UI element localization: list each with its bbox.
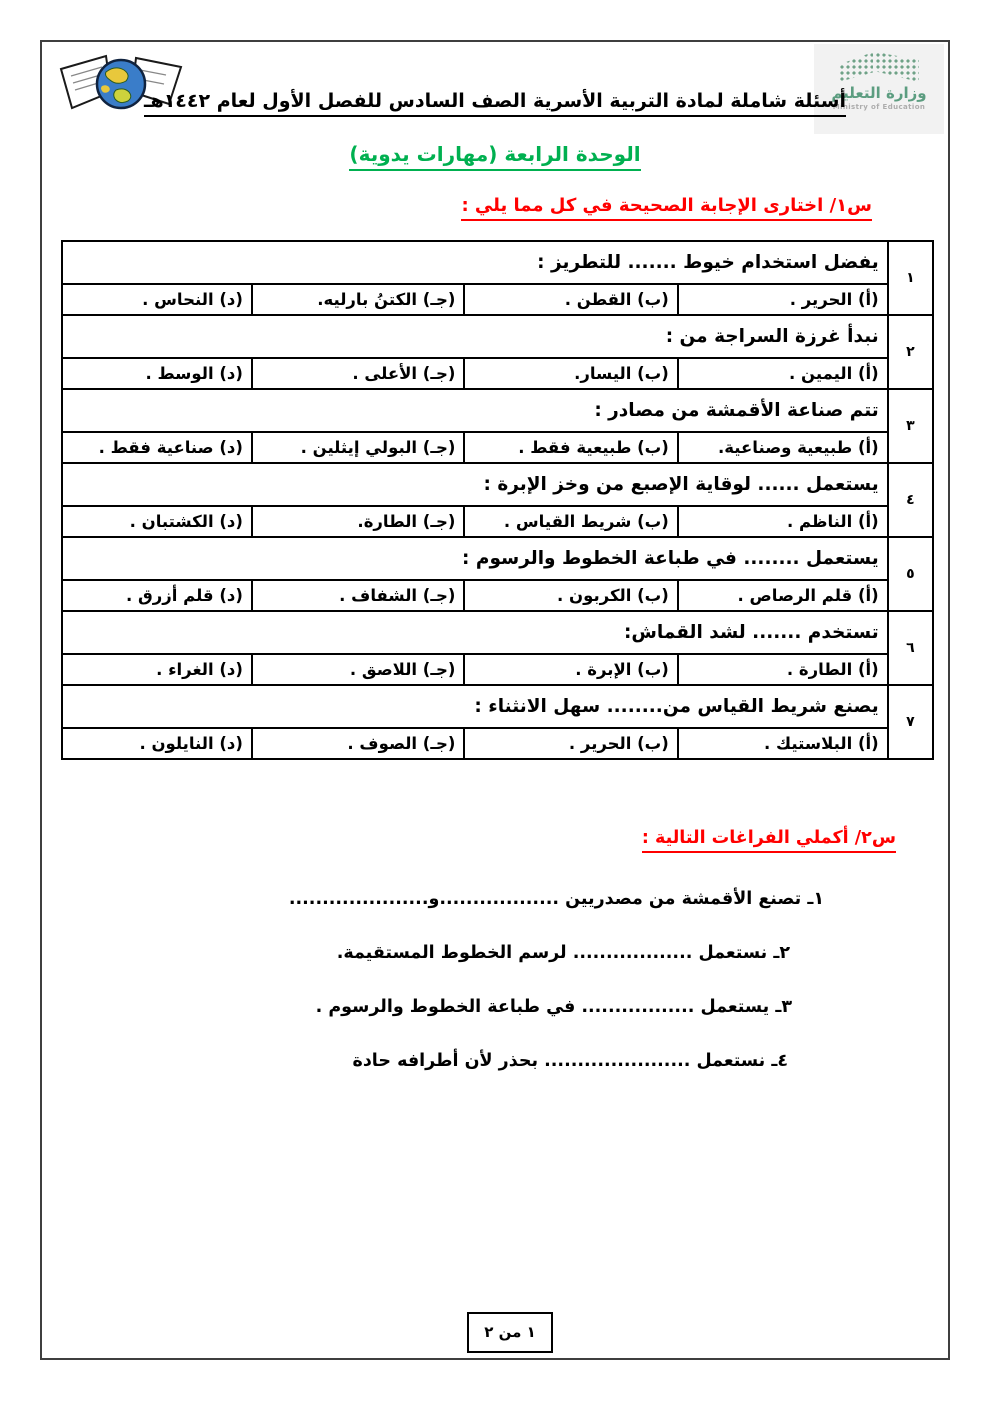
- option-cell-d: (د) النحاس .: [62, 284, 252, 315]
- option-cell-a: (أ) الطارة .: [678, 654, 888, 685]
- ministry-dots-emblem-icon: [835, 52, 923, 82]
- fill-blank-item-3: ٣ـ يستعمل ................. في طباعة الخطوط والرسوم .: [315, 997, 792, 1017]
- option-cell-j: (جـ) الأعلى .: [252, 358, 465, 389]
- option-cell-a: (أ) قلم الرصاص .: [678, 580, 888, 611]
- option-cell-j: (جـ) البولي إيثلين .: [252, 432, 465, 463]
- options-row: [62, 506, 933, 537]
- page-border-frame: [40, 40, 950, 1360]
- section1-heading: س١/ اختارى الإجابة الصحيحة في كل مما يلي :: [42, 195, 948, 221]
- questions-table: [61, 240, 934, 760]
- question-number: ٢: [888, 315, 933, 389]
- ministry-name-english: Ministry of Education: [832, 103, 926, 111]
- question-number: ٧: [888, 685, 933, 759]
- question-row: [62, 685, 933, 728]
- question-number: ١: [888, 241, 933, 315]
- question-row: [62, 611, 933, 654]
- option-cell-a: (أ) طبيعية وصناعية.: [678, 432, 888, 463]
- option-cell-j: (جـ) الطارة.: [252, 506, 465, 537]
- options-row: [62, 654, 933, 685]
- options-row: [62, 580, 933, 611]
- option-cell-a: (أ) البلاستيك .: [678, 728, 888, 759]
- question-number: ٣: [888, 389, 933, 463]
- option-cell-b: (ب) الحرير .: [464, 728, 677, 759]
- question-text: يستعمل ...... لوقاية الإصبع من وخز الإبرة :: [62, 463, 888, 506]
- option-cell-a: (أ) الحرير .: [678, 284, 888, 315]
- question-text: تتم صناعة الأقمشة من مصادر :: [62, 389, 888, 432]
- options-row: [62, 728, 933, 759]
- option-cell-j: (جـ) الشفاف .: [252, 580, 465, 611]
- question-text: نبدأ غرزة السراجة من :: [62, 315, 888, 358]
- option-cell-b: (ب) الكربون .: [464, 580, 677, 611]
- question-row: [62, 463, 933, 506]
- option-cell-b: (ب) اليسار.: [464, 358, 677, 389]
- unit-title: الوحدة الرابعة (مهارات يدوية): [42, 142, 948, 171]
- fill-blank-item-4: ٤ـ نستعمل ...................... بحذر لأن أطرافه حادة: [352, 1051, 788, 1071]
- page-number-box: ١ من ٢: [467, 1312, 553, 1353]
- options-row: [62, 358, 933, 389]
- question-number: ٦: [888, 611, 933, 685]
- options-row: [62, 432, 933, 463]
- option-cell-d: (د) الكشتبان .: [62, 506, 252, 537]
- option-cell-a: (أ) اليمين .: [678, 358, 888, 389]
- option-cell-b: (ب) القطن .: [464, 284, 677, 315]
- fill-blank-item-2: ٢ـ نستعمل .................. لرسم الخطوط المستقيمة.: [336, 943, 790, 963]
- option-cell-b: (ب) طبيعية فقط .: [464, 432, 677, 463]
- option-cell-j: (جـ) الصوف .: [252, 728, 465, 759]
- ministry-of-education-logo: [814, 44, 944, 134]
- question-number: ٥: [888, 537, 933, 611]
- option-cell-d: (د) صناعية فقط .: [62, 432, 252, 463]
- question-text: يفضل استخدام خيوط ....... للتطريز :: [62, 241, 888, 284]
- option-cell-j: (جـ) اللاصق .: [252, 654, 465, 685]
- option-cell-d: (د) النايلون .: [62, 728, 252, 759]
- question-row: [62, 241, 933, 284]
- question-row: [62, 389, 933, 432]
- question-row: [62, 537, 933, 580]
- question-text: يستعمل ........ في طباعة الخطوط والرسوم :: [62, 537, 888, 580]
- option-cell-d: (د) قلم أزرق .: [62, 580, 252, 611]
- options-row: [62, 284, 933, 315]
- section2-heading: س٢/ أكملي الفراغات التالية :: [42, 828, 948, 853]
- fill-blank-item-1: ١ـ تصنع الأقمشة من مصدريين ..................و.....................: [288, 889, 824, 909]
- option-cell-b: (ب) شريط القياس .: [464, 506, 677, 537]
- option-cell-d: (د) الغراء .: [62, 654, 252, 685]
- question-number: ٤: [888, 463, 933, 537]
- option-cell-d: (د) الوسط .: [62, 358, 252, 389]
- option-cell-a: (أ) الناظم .: [678, 506, 888, 537]
- document-title: أسئلة شاملة لمادة التربية الأسرية الصف السادس للفصل الأول لعام ١٤٤٢هـ: [42, 90, 948, 117]
- fill-in-blanks-list: [42, 884, 948, 1100]
- question-row: [62, 315, 933, 358]
- question-text: يصنع شريط القياس من........ سهل الانثناء :: [62, 685, 888, 728]
- question-text: تستخدم ....... لشد القماش:: [62, 611, 888, 654]
- ministry-name-arabic: وزارة التعليم: [831, 84, 927, 102]
- option-cell-b: (ب) الإبرة .: [464, 654, 677, 685]
- option-cell-j: (جـ) الكتنُ بارليه.: [252, 284, 465, 315]
